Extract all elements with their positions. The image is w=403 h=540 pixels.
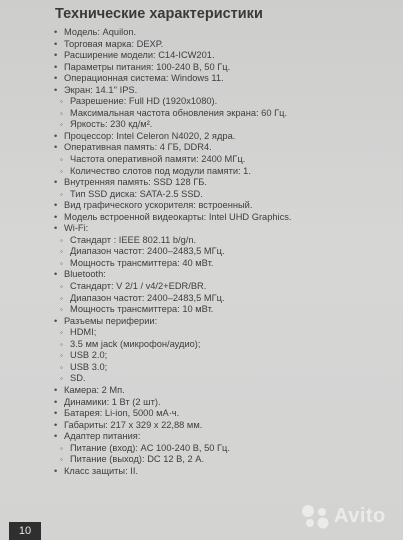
spec-subitem: ◦ Диапазон частот: 2400–2483,5 МГц. bbox=[50, 293, 395, 305]
spec-subitem: ◦ SD. bbox=[50, 373, 395, 385]
spec-item: • Параметры питания: 100-240 В, 50 Гц. bbox=[50, 62, 395, 74]
spec-item: • Операционная система: Windows 11. bbox=[50, 73, 395, 85]
spec-item: • Габариты: 217 x 329 x 22,88 мм. bbox=[50, 420, 395, 432]
spec-subitem: ◦ USB 3.0; bbox=[50, 362, 395, 374]
spec-subitem: ◦ Питание (вход): AC 100-240 В, 50 Гц. bbox=[50, 443, 395, 455]
spec-item: • Расширение модели: C14-ICW201. bbox=[50, 50, 395, 62]
spec-subitem: ◦ Яркость: 230 кд/м². bbox=[50, 119, 395, 131]
spec-item: • Батарея: Li-ion, 5000 мА·ч. bbox=[50, 408, 395, 420]
spec-subitem: ◦ USB 2.0; bbox=[50, 350, 395, 362]
spec-subitem: ◦ Разрешение: Full HD (1920x1080). bbox=[50, 96, 395, 108]
watermark-text: Avito bbox=[334, 504, 386, 527]
page-number: 10 bbox=[9, 522, 41, 540]
spec-item: • Динамики: 1 Вт (2 шт). bbox=[50, 397, 395, 409]
avito-watermark bbox=[300, 503, 386, 529]
spec-subitem: ◦ HDMI; bbox=[50, 327, 395, 339]
spec-subitem: ◦ Максимальная частота обновления экрана: 60 Гц. bbox=[50, 108, 395, 120]
spec-item: • Разъемы периферии: bbox=[50, 316, 395, 328]
spec-item: • Процессор: Intel Celeron N4020, 2 ядра. bbox=[50, 131, 395, 143]
spec-subitem: ◦ Диапазон частот: 2400–2483,5 МГц. bbox=[50, 246, 395, 258]
spec-subitem: ◦ Стандарт: V 2/1 / v4/2+EDR/BR. bbox=[50, 281, 395, 293]
spec-subitem: ◦ 3.5 мм jack (микрофон/аудио); bbox=[50, 339, 395, 351]
spec-subitem: ◦ Частота оперативной памяти: 2400 МГц. bbox=[50, 154, 395, 166]
spec-subitem: ◦ Стандарт : IEEE 802.11 b/g/n. bbox=[50, 235, 395, 247]
spec-item: • Внутренняя память: SSD 128 ГБ. bbox=[50, 177, 395, 189]
spec-subitem: ◦ Количество слотов под модули памяти: 1. bbox=[50, 166, 395, 178]
spec-item: • Торговая марка: DEXP. bbox=[50, 39, 395, 51]
spec-subitem: ◦ Мощность трансмиттера: 10 мВт. bbox=[50, 304, 395, 316]
spec-item: • Камера: 2 Мп. bbox=[50, 385, 395, 397]
spec-item: • Оперативная память: 4 ГБ, DDR4. bbox=[50, 142, 395, 154]
spec-subitem: ◦ Питание (выход): DC 12 В, 2 А. bbox=[50, 454, 395, 466]
spec-item: • Модель: Aquilon. bbox=[50, 27, 395, 39]
avito-logo-icon bbox=[300, 503, 334, 529]
spec-item: • Вид графического ускорителя: встроенный. bbox=[50, 200, 395, 212]
spec-subitem: ◦ Тип SSD диска: SATA-2.5 SSD. bbox=[50, 189, 395, 201]
spec-item: • Класс защиты: II. bbox=[50, 466, 395, 478]
section-heading: Технические характеристики bbox=[55, 6, 263, 22]
spec-subitem: ◦ Мощность трансмиттера: 40 мВт. bbox=[50, 258, 395, 270]
spec-item: • Адаптер питания: bbox=[50, 431, 395, 443]
spec-item: • Экран: 14.1'' IPS. bbox=[50, 85, 395, 97]
spec-list bbox=[50, 27, 395, 477]
spec-item: • Wi-Fi: bbox=[50, 223, 395, 235]
spec-item: • Bluetooth: bbox=[50, 269, 395, 281]
spec-item: • Модель встроенной видеокарты: Intel UHD Graphics. bbox=[50, 212, 395, 224]
